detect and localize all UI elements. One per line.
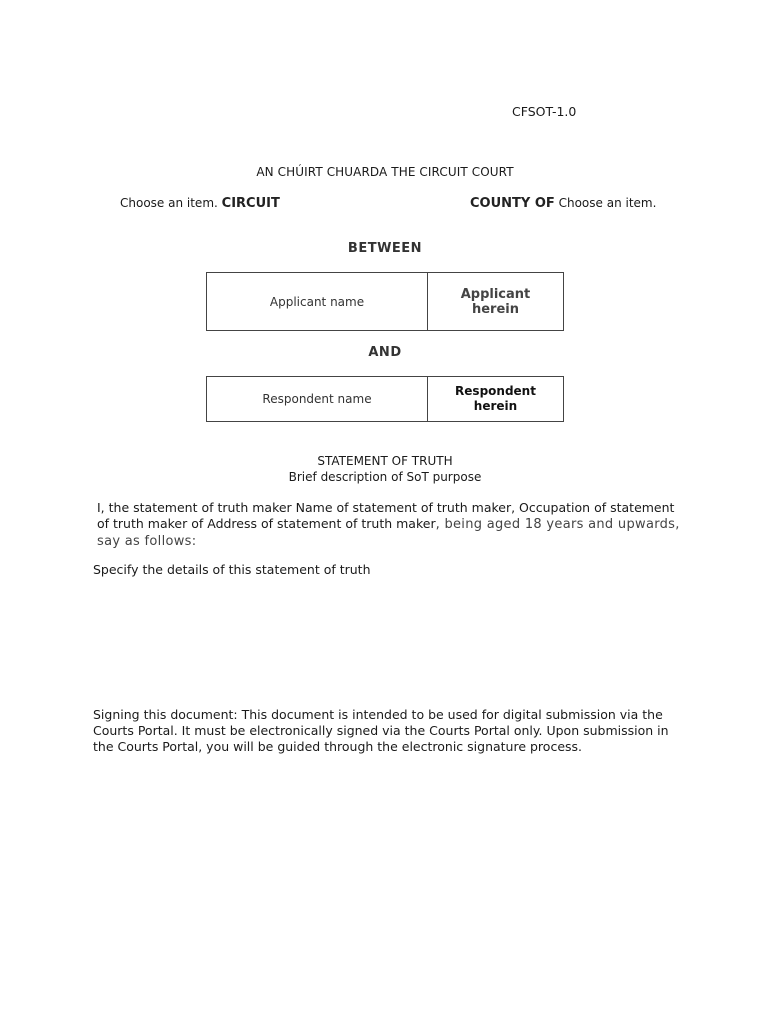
circuit-label: CIRCUIT [221, 196, 280, 211]
statement-purpose-field[interactable]: Brief description of SoT purpose [288, 470, 482, 484]
applicant-role: Applicant herein [460, 286, 531, 317]
statement-title-block [0, 453, 770, 485]
county-label: COUNTY OF [470, 196, 555, 211]
form-code: CFSOT-1.0 [512, 104, 577, 119]
signing-notice: Signing this document: This document is intended to be used for digital submission via the Courts Portal. It must be electronically signed via the Courts Portal only. Upon submission in the Courts Portal, you will be guided through the electronic signature process. [93, 707, 669, 754]
circuit-row [120, 196, 280, 211]
and-heading: AND [368, 345, 402, 360]
applicant-name-field[interactable]: Applicant name [207, 273, 428, 330]
circuit-select[interactable]: Choose an item. [120, 196, 218, 210]
statement-body [97, 500, 687, 550]
statement-title: STATEMENT OF TRUTH [317, 454, 453, 468]
respondent-name-field[interactable]: Respondent name [207, 377, 428, 421]
county-select[interactable]: Choose an item. [558, 196, 657, 210]
statement-tail-text: , being aged 18 years and upwards, say as follows: [97, 517, 680, 549]
court-title: AN CHÚIRT CHUARDA THE CIRCUIT COURT [256, 165, 514, 179]
respondent-role: Respondent herein [455, 384, 536, 413]
applicant-table [206, 272, 564, 331]
respondent-table [206, 376, 564, 422]
statement-details-field[interactable]: Specify the details of this statement of truth [93, 562, 371, 577]
statement-maker-text[interactable]: I, the statement of truth maker Name of statement of truth maker, Occupation of statement of truth maker of Address of statement of truth maker [97, 500, 675, 531]
between-heading: BETWEEN [347, 241, 423, 256]
county-row [470, 196, 656, 211]
